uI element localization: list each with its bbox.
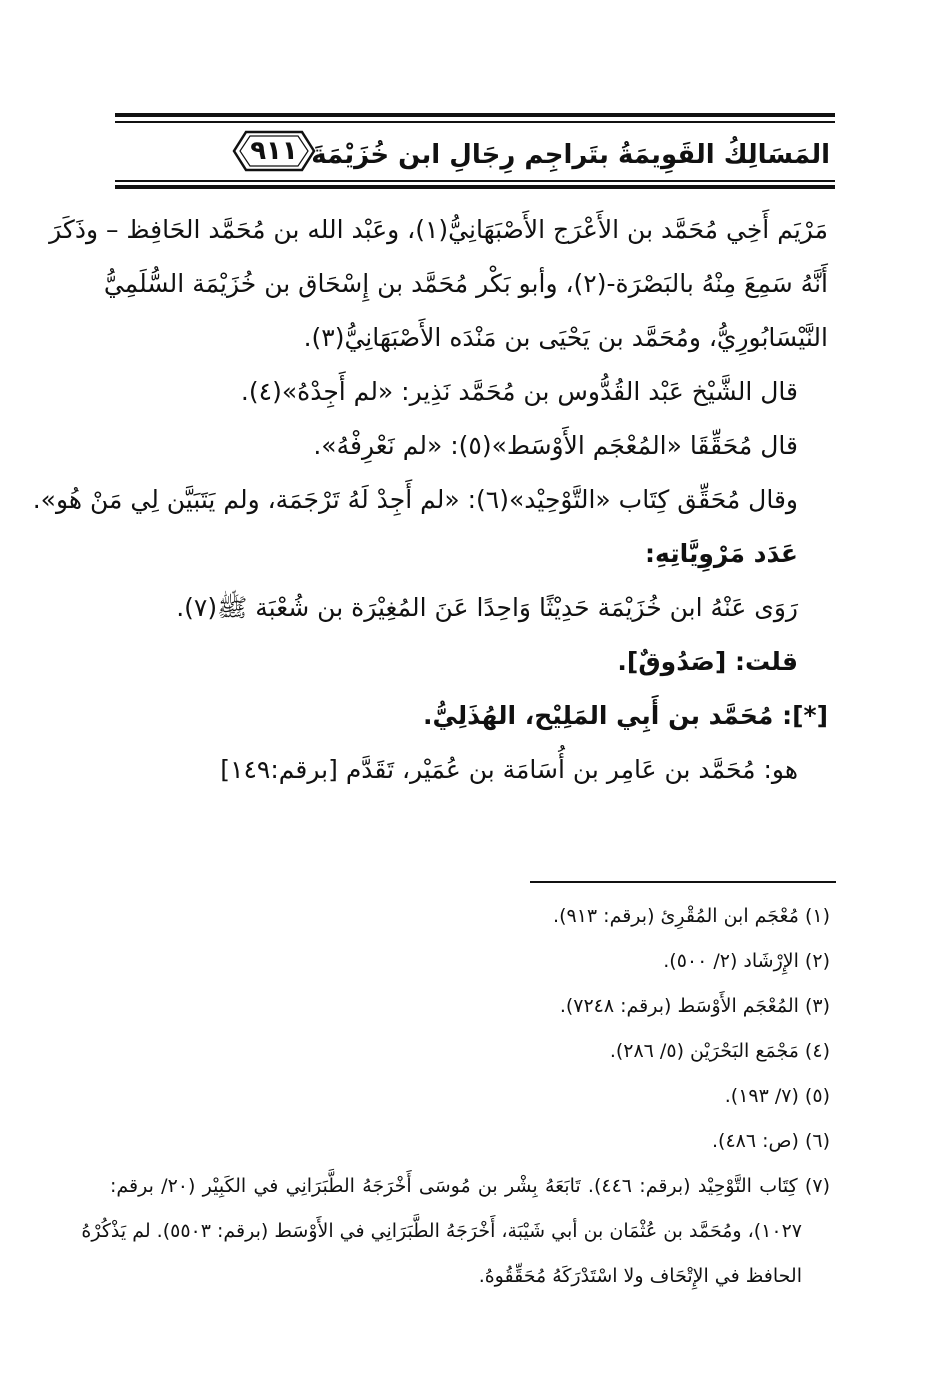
header-rule-thin bbox=[115, 121, 835, 123]
running-header-title: المَسَالِكُ القَوِيمَةُ بتَراجِم رِجَالِ ابن خُزَيْمَةَ bbox=[311, 140, 830, 170]
text-line: قال الشَّيْخ عَبْد القُدُّوس بن مُحَمَّد نَذِير: «لم أَجِدْهُ»(٤). bbox=[240, 377, 798, 406]
footnote-separator bbox=[530, 881, 836, 883]
main-text bbox=[32, 203, 828, 797]
entry-heading: [*]: مُحَمَّد بن أَبِي المَلِيْح، الهُذَلِيُّ. bbox=[423, 701, 828, 730]
page-number-badge bbox=[232, 128, 316, 174]
footnotes bbox=[81, 894, 830, 1299]
text-line: رَوَى عَنْهُ ابن خُزَيْمَة حَدِيْثًا وَاحِدًا عَنَ المُغِيْرَة بن شُعْبَة ﷺ(٧). bbox=[176, 593, 798, 622]
text-line: النَّيْسَابُورِيُّ، ومُحَمَّد بن يَحْيَى بن مَنْدَه الأَصْبَهَانِيُّ(٣). bbox=[303, 323, 828, 352]
footnote-continuation: الحافظ في الإِتْحَاف ولا اسْتَدْرَكَهُ مُحَقِّقُوهُ. bbox=[478, 1265, 802, 1287]
page-number: ٩١١ bbox=[250, 136, 298, 166]
footnote: (٦) (ص: ٤٨٦). bbox=[712, 1130, 830, 1152]
text-line: أَنَّهُ سَمِعَ مِنْهُ بالبَصْرَة-(٢)، وأبو بَكْر مُحَمَّد بن إِسْحَاق بن خُزَيْمَة السُّلَمِيُّ bbox=[103, 269, 828, 298]
verdict-line: قلت: [صَدُوقٌ]. bbox=[617, 647, 798, 676]
footnote: (٤) مَجْمَع البَحْرَيْن (٥/ ٢٨٦). bbox=[609, 1040, 830, 1062]
footnote: (٢) الإِرْشَاد (٢/ ٥٠٠). bbox=[663, 950, 830, 972]
text-line: وقال مُحَقِّق كِتَاب «التَّوْحِيْد»(٦): «لم أَجِدْ لَهُ تَرْجَمَة، ولم يَتَبَيَّن لِي مَنْ هُو». bbox=[32, 485, 798, 514]
footnote: (٥) (٧/ ١٩٣). bbox=[724, 1085, 830, 1107]
footnote-continuation: ١٠٢٧)، ومُحَمَّد بن عُثْمَان بن أبي شَيْبَة، أَخْرَجَهُ الطَّبَرَانِي في الأَوْسَط (برقم: ٥٥٠٣). لم يَذْكُرْهُ bbox=[81, 1220, 802, 1242]
text-line: هو: مُحَمَّد بن عَامِر بن أُسَامَة بن عُمَيْر، تَقَدَّم [برقم:١٤٩] bbox=[220, 755, 798, 784]
text-line: قال مُحَقِّقَا «المُعْجَم الأَوْسَط»(٥): «لم نَعْرِفْهُ». bbox=[313, 431, 798, 460]
header-underline-thick bbox=[115, 185, 835, 189]
header-rule-thick bbox=[115, 113, 835, 117]
footnote: (١) مُعْجَم ابن المُقْرِئ (برقم: ٩١٣). bbox=[553, 905, 830, 927]
text-line: مَرْيَم أَخِي مُحَمَّد بن الأَعْرَج الأَصْبَهَانِيُّ(١)، وعَبْد الله بن مُحَمَّد الحَافِظ – وذَكَرَ bbox=[49, 215, 828, 244]
section-heading: عَدَد مَرْوِيَّاتِهِ: bbox=[645, 539, 798, 568]
footnote: (٣) المُعْجَم الأَوْسَط (برقم: ٧٢٤٨). bbox=[559, 995, 830, 1017]
header-underline-thin bbox=[115, 180, 835, 182]
footnote: (٧) كِتَاب التَّوْحِيْد (برقم: ٤٤٦). تَابَعَهُ بِشْر بن مُوسَى أَخْرَجَهُ الطَّبَرَانِي في الكَبِيْر (٢٠/ برقم: bbox=[110, 1175, 830, 1197]
